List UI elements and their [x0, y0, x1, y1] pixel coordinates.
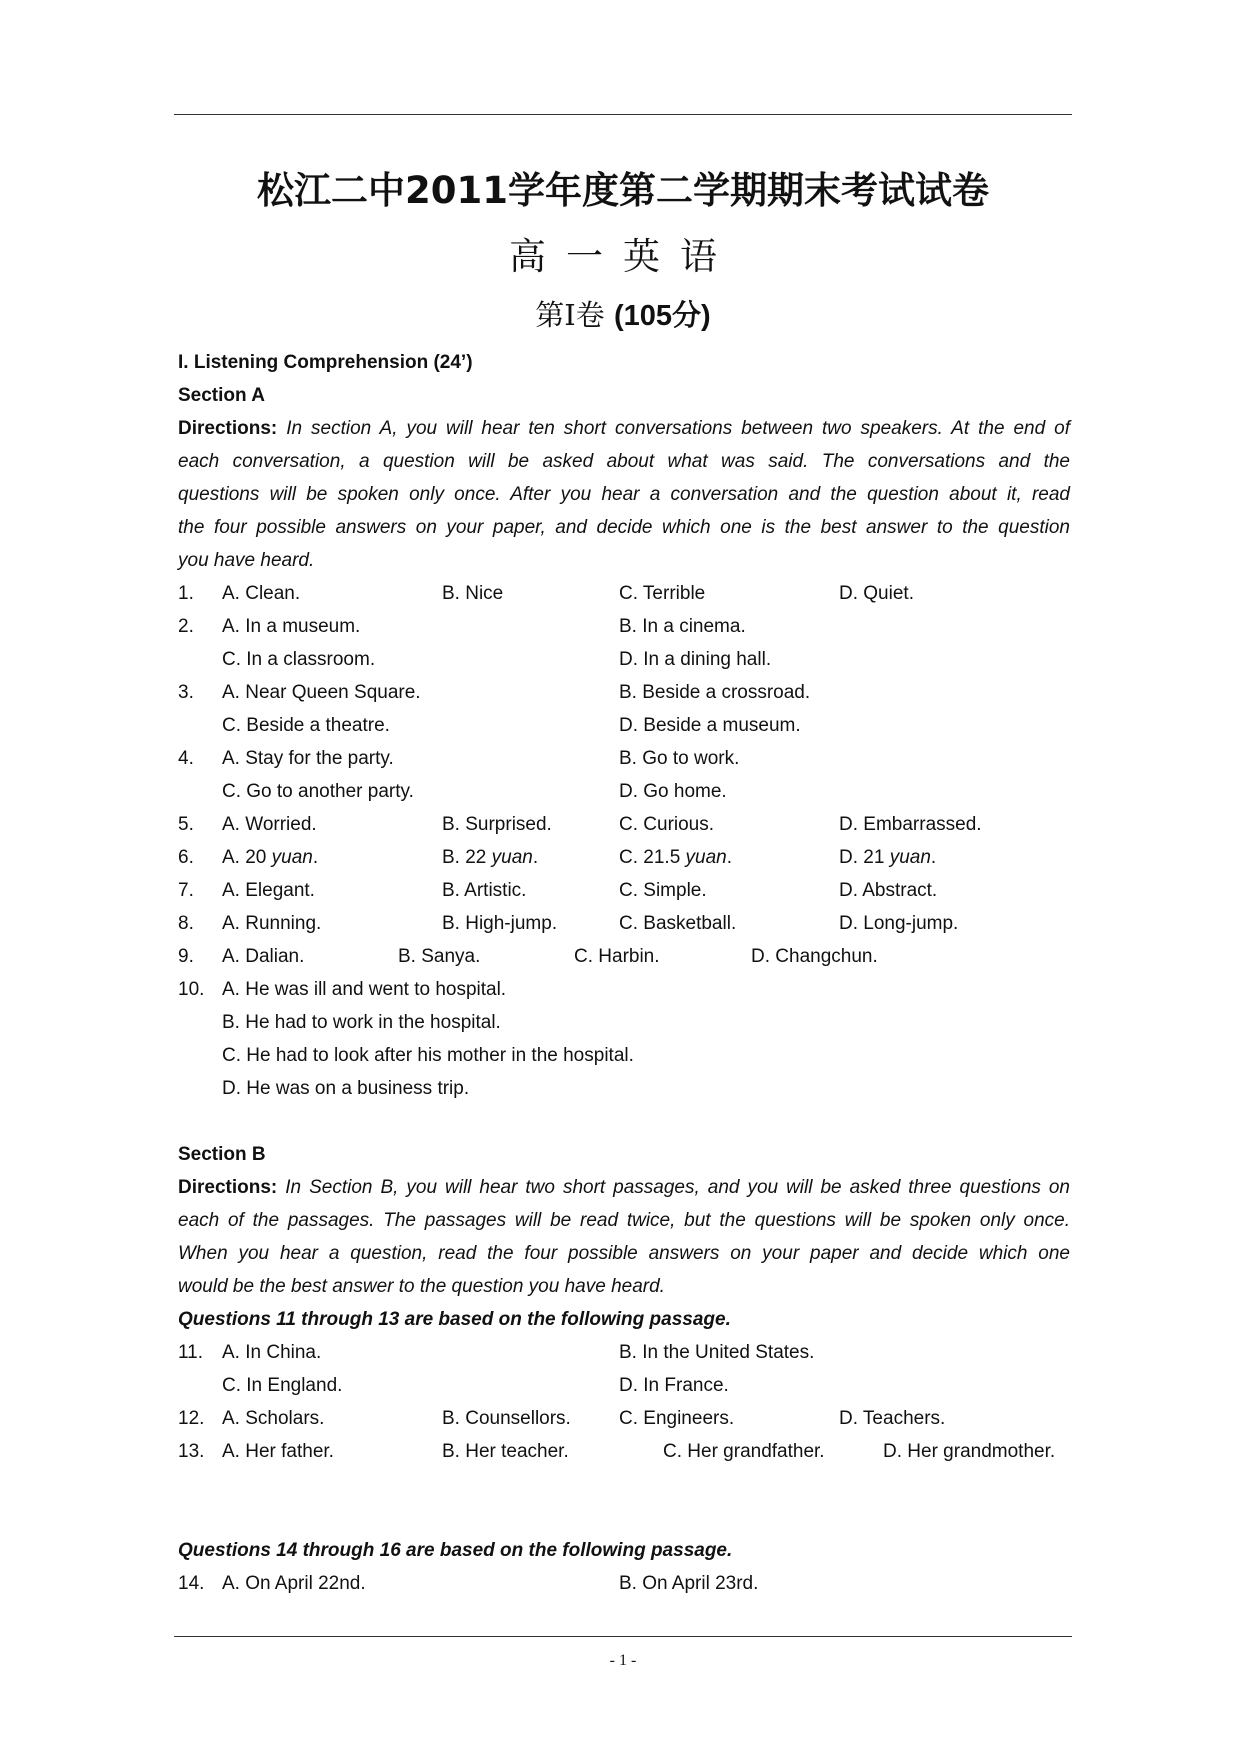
paper-points: (105分): [613, 300, 711, 332]
option-a: A. Worried.: [222, 814, 317, 835]
option-c: C. Terrible: [619, 583, 706, 604]
option-d: D. Quiet.: [839, 583, 914, 604]
question-row: [178, 874, 1072, 907]
option-d: D. Long-jump.: [839, 913, 959, 934]
option-a: A. 20 yuan.: [222, 847, 319, 868]
section-a-directions-line: the four possible answers on your paper, and decide which one is the best answer to the question: [178, 517, 1070, 538]
option-c: C. He had to look after his mother in the hospital.: [222, 1045, 634, 1066]
option-d: D. Changchun.: [751, 946, 878, 967]
option-c: C. In England.: [222, 1375, 343, 1396]
question-row: [178, 1369, 1072, 1402]
question-row: [178, 973, 1072, 1006]
question-row: [178, 1072, 1072, 1105]
directions-label: Directions:: [178, 1177, 278, 1198]
question-row: [178, 1336, 1072, 1369]
option-c: C. Basketball.: [619, 913, 737, 934]
option-d: D. Her grandmother.: [883, 1441, 1056, 1462]
question-number: 14.: [178, 1573, 205, 1594]
question-row: [178, 1006, 1072, 1039]
question-number: 13.: [178, 1441, 205, 1462]
page-number: - 1 -: [609, 1652, 637, 1669]
option-c: C. Harbin.: [574, 946, 660, 967]
question-row: [178, 643, 1072, 676]
option-d: D. Embarrassed.: [839, 814, 982, 835]
option-c: C. In a classroom.: [222, 649, 376, 670]
option-d: D. In France.: [619, 1375, 729, 1396]
option-b: B. Sanya.: [398, 946, 481, 967]
option-b: B. 22 yuan.: [442, 847, 539, 868]
option-a: A. Her father.: [222, 1441, 334, 1462]
footer-rule: [174, 1636, 1072, 1637]
question-number: 9.: [178, 946, 194, 967]
question-number: 7.: [178, 880, 194, 901]
question-number: 2.: [178, 616, 194, 637]
passage-label: Questions 11 through 13 are based on the following passage.: [178, 1309, 731, 1330]
question-row: [178, 907, 1072, 940]
question-row: [178, 841, 1072, 874]
option-a: A. Clean.: [222, 583, 301, 604]
question-row: [178, 940, 1072, 973]
section-b-directions-line: would be the best answer to the question you have heard.: [178, 1276, 665, 1297]
option-b: B. Nice: [442, 583, 504, 604]
option-d: D. In a dining hall.: [619, 649, 772, 670]
option-d: D. Teachers.: [839, 1408, 946, 1429]
question-row: [178, 775, 1072, 808]
question-row: [178, 1402, 1072, 1435]
question-number: 3.: [178, 682, 194, 703]
option-a: A. Running.: [222, 913, 322, 934]
question-number: 6.: [178, 847, 194, 868]
option-b: B. High-jump.: [442, 913, 558, 934]
option-c: C. Beside a theatre.: [222, 715, 390, 736]
exam-title: 松江二中2011学年度第二学期期末考试试卷: [257, 169, 989, 212]
question-row: [178, 610, 1072, 643]
option-a: A. He was ill and went to hospital.: [222, 979, 507, 1000]
option-c: C. Simple.: [619, 880, 707, 901]
question-row: [178, 742, 1072, 775]
option-a: A. In China.: [222, 1342, 322, 1363]
option-b: B. Counsellors.: [442, 1408, 571, 1429]
question-number: 1.: [178, 583, 194, 604]
question-row: [178, 1567, 1072, 1600]
option-d: D. Beside a museum.: [619, 715, 801, 736]
option-a: A. In a museum.: [222, 616, 361, 637]
option-b: B. Surprised.: [442, 814, 552, 835]
question-row: [178, 676, 1072, 709]
section-a-directions-line: you have heard.: [178, 550, 315, 571]
option-b: B. Go to work.: [619, 748, 740, 769]
option-b: B. He had to work in the hospital.: [222, 1012, 501, 1033]
part-heading: I. Listening Comprehension (24’): [178, 352, 473, 373]
question-number: 10.: [178, 979, 205, 1000]
section-b-directions-line: When you hear a question, read the four possible answers on your paper and decide which one: [178, 1243, 1070, 1264]
paper-heading: [174, 293, 1072, 334]
question-number: 8.: [178, 913, 194, 934]
option-b: B. In a cinema.: [619, 616, 746, 637]
option-c: C. 21.5 yuan.: [619, 847, 733, 868]
option-a: A. Stay for the party.: [222, 748, 394, 769]
option-a: A. On April 22nd.: [222, 1573, 366, 1594]
passage-label: Questions 14 through 16 are based on the following passage.: [178, 1540, 733, 1561]
section-a-heading: Section A: [178, 385, 265, 406]
section-a-directions-line: questions will be spoken only once. After you hear a conversation and the question about it, read: [178, 484, 1070, 505]
question-row: [178, 709, 1072, 742]
option-d: D. Abstract.: [839, 880, 938, 901]
question-row: [178, 1435, 1072, 1468]
section-a-directions-line: Directions: In section A, you will hear ten short conversations between two speakers. At the end of: [178, 418, 1071, 439]
question-number: 11.: [178, 1342, 204, 1363]
option-d: D. Go home.: [619, 781, 727, 802]
option-b: B. Artistic.: [442, 880, 527, 901]
question-number: 4.: [178, 748, 194, 769]
exam-subject: 高一英语: [509, 235, 737, 278]
directions-label: Directions:: [178, 418, 278, 439]
option-c: C. Go to another party.: [222, 781, 414, 802]
question-row: [178, 1039, 1072, 1072]
option-a: A. Near Queen Square.: [222, 682, 421, 703]
section-b-directions-line: each of the passages. The passages will be read twice, but the questions will be spoken only once.: [178, 1210, 1070, 1231]
option-a: A. Dalian.: [222, 946, 305, 967]
option-a: A. Elegant.: [222, 880, 315, 901]
option-d: D. He was on a business trip.: [222, 1078, 470, 1099]
question-number: 5.: [178, 814, 194, 835]
question-number: 12.: [178, 1408, 205, 1429]
option-a: A. Scholars.: [222, 1408, 325, 1429]
option-b: B. On April 23rd.: [619, 1573, 759, 1594]
option-d: D. 21 yuan.: [839, 847, 937, 868]
header-rule: [174, 114, 1072, 115]
option-b: B. In the United States.: [619, 1342, 815, 1363]
option-c: C. Engineers.: [619, 1408, 735, 1429]
question-row: [178, 808, 1072, 841]
paper-label: 第Ⅰ卷: [535, 298, 605, 332]
section-b-directions-line: Directions: In Section B, you will hear two short passages, and you will be asked three questions on: [178, 1177, 1071, 1198]
option-b: B. Her teacher.: [442, 1441, 569, 1462]
option-c: C. Her grandfather.: [663, 1441, 825, 1462]
section-a-directions-line: each conversation, a question will be asked about what was said. The conversations and the: [178, 451, 1070, 472]
option-c: C. Curious.: [619, 814, 715, 835]
section-b-heading: Section B: [178, 1144, 266, 1165]
option-b: B. Beside a crossroad.: [619, 682, 811, 703]
question-row: [178, 577, 1072, 610]
